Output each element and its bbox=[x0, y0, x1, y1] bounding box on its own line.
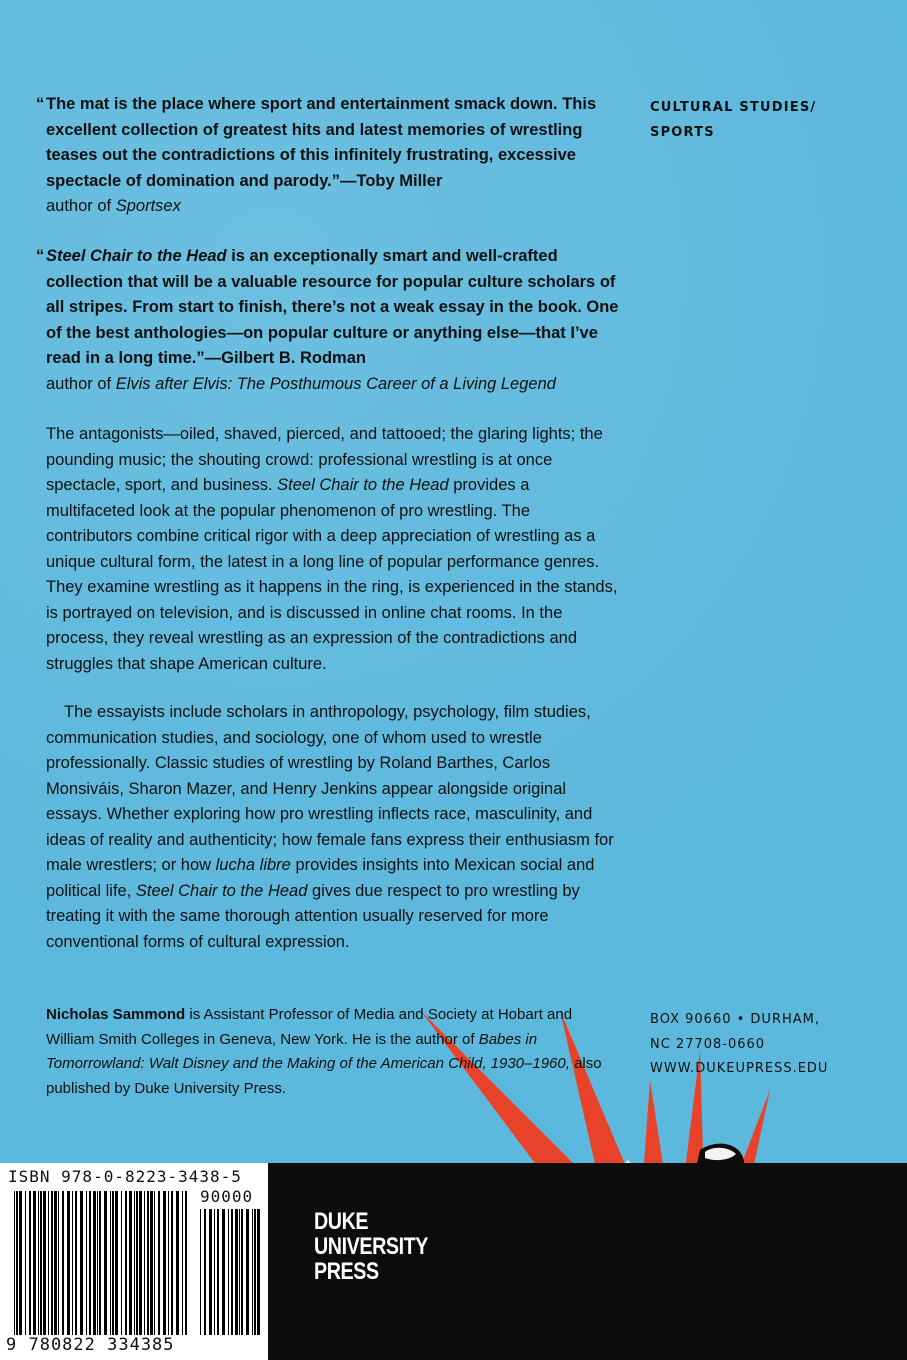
barcode-bar bbox=[19, 1191, 22, 1335]
barcode-bar bbox=[217, 1209, 219, 1335]
barcode-bar bbox=[136, 1191, 138, 1335]
barcode-bar bbox=[147, 1191, 149, 1335]
barcode-bar bbox=[154, 1191, 155, 1335]
category-label bbox=[650, 95, 880, 145]
barcode-bar bbox=[62, 1191, 64, 1335]
barcode-bar bbox=[97, 1191, 98, 1335]
barcode-bar bbox=[29, 1191, 31, 1335]
isbn-label: ISBN 978-0-8223-3438-5 bbox=[8, 1167, 242, 1186]
open-quote-mark: “ bbox=[36, 95, 45, 113]
barcode-bar bbox=[252, 1209, 253, 1335]
quote-credit bbox=[36, 372, 636, 398]
quote-book-title: Steel Chair to the Head bbox=[46, 247, 227, 265]
barcode-bar bbox=[222, 1209, 225, 1335]
editor-name: Nicholas Sammond bbox=[46, 1006, 186, 1023]
description-paragraph-1 bbox=[46, 422, 618, 677]
publisher-address bbox=[650, 1008, 890, 1082]
ean-number: 9 780822 334385 bbox=[6, 1335, 175, 1355]
quote-text bbox=[36, 244, 636, 372]
barcode-bar bbox=[139, 1191, 142, 1335]
credit-prefix: author of bbox=[46, 197, 116, 215]
address-line-2: NC 27708-0660 bbox=[650, 1036, 766, 1052]
barcode-bar bbox=[228, 1209, 229, 1335]
editor-bio bbox=[46, 1003, 606, 1101]
barcode-bar bbox=[239, 1209, 240, 1335]
publisher-logo bbox=[314, 1209, 428, 1284]
category-line-1: CULTURAL STUDIES/ bbox=[650, 100, 817, 115]
barcode-bar bbox=[43, 1191, 46, 1335]
barcode-bar bbox=[134, 1191, 135, 1335]
barcode-bar bbox=[125, 1191, 127, 1335]
publisher-line-3: PRESS bbox=[314, 1258, 379, 1285]
barcode-bar bbox=[204, 1209, 206, 1335]
description-paragraph-2 bbox=[46, 700, 618, 955]
blurb-quote-2 bbox=[36, 244, 636, 397]
description-text: gives due respect to pro wrestling by treating it with the same thorough attention usually reserved for more conventional forms of cultural expression. bbox=[46, 881, 580, 951]
address-website: WWW.DUKEUPRESS.EDU bbox=[650, 1061, 829, 1076]
open-quote-mark: “ bbox=[36, 247, 45, 265]
quote-credit bbox=[36, 194, 626, 220]
barcode-bar bbox=[257, 1209, 260, 1335]
quote-author: Toby Miller bbox=[356, 171, 443, 190]
barcode-bar bbox=[112, 1191, 114, 1335]
barcode-bar bbox=[86, 1191, 87, 1335]
barcode-bar bbox=[16, 1191, 18, 1335]
address-line-1: BOX 90660 • DURHAM, bbox=[650, 1012, 820, 1027]
barcode-bar bbox=[246, 1209, 249, 1335]
barcode-bar bbox=[110, 1191, 111, 1335]
barcode-bar bbox=[93, 1191, 96, 1335]
barcode-bar bbox=[14, 1191, 15, 1335]
barcode-bar bbox=[150, 1191, 153, 1335]
description-text: provides insights into Mexican social and political life, bbox=[46, 856, 595, 900]
barcode-bar bbox=[89, 1191, 91, 1335]
price-code: 90000 bbox=[200, 1187, 254, 1206]
barcode-bar bbox=[182, 1191, 183, 1335]
barcode-bar bbox=[80, 1191, 83, 1335]
barcode-bar bbox=[235, 1209, 238, 1335]
barcode-bar bbox=[168, 1191, 169, 1335]
barcode-bar bbox=[72, 1191, 73, 1335]
barcode-bar bbox=[25, 1191, 26, 1335]
credit-title: Elvis after Elvis: The Posthumous Career of a Living Legend bbox=[115, 374, 556, 393]
description-text: provides a multifaceted look at the popular phenomenon of pro wrestling. The contributors combine critical rigor with a deep appreciation of wrestling as a unique cultural form, the latest in a long line of popular performance genres. They examine wrestling as it happens in the ring, is experienced in the stands, is portrayed on television, and is discussed in online chat rooms. In the process, they reveal wrestling as an expression of the contradictions and struggles that shape American culture. bbox=[46, 476, 618, 673]
barcode-bar bbox=[158, 1191, 160, 1335]
description-text: The antagonists—oiled, shaved, pierced, and tattooed; the glaring lights; the pounding music; the shouting crowd: professional wrestling is at once spectacle, sport, and business. bbox=[46, 425, 603, 494]
barcode-bar bbox=[40, 1191, 42, 1335]
barcode-bar bbox=[38, 1191, 39, 1335]
book-title: Steel Chair to the Head bbox=[277, 476, 449, 494]
barcode-bar bbox=[58, 1191, 59, 1335]
barcode-bar bbox=[163, 1191, 166, 1335]
category-line-2: SPORTS bbox=[650, 125, 715, 140]
blurb-quote-1 bbox=[36, 92, 626, 220]
barcode-bar bbox=[104, 1191, 107, 1335]
barcode-bar bbox=[214, 1209, 215, 1335]
barcode-bar bbox=[75, 1191, 77, 1335]
bio-book-title: Babes in Tomorrowland: Walt Disney and the Making of the American Child, 1930–1960, bbox=[46, 1030, 570, 1072]
barcode-bar bbox=[176, 1191, 179, 1335]
description-text: The essayists include scholars in anthropology, psychology, film studies, communication studies, and sociology, one of whom used to wrestle professionally. Classic studies of wrestling by Roland Barthes, Carlos Monsiváis, Sharon Mazer, and Henry Jenkins appear alongside original essays. Whether exploring how pro wrestling inflects race, masculinity, and ideas of reality and authenticity; how female fans express their enthusiasm for male wrestlers; or how bbox=[46, 703, 614, 874]
barcode-bar bbox=[144, 1191, 145, 1335]
barcode-bar bbox=[99, 1191, 101, 1335]
barcode-bar bbox=[241, 1209, 243, 1335]
barcode-bar bbox=[254, 1209, 256, 1335]
barcode-bar bbox=[231, 1209, 233, 1335]
quote-body: is an exceptionally smart and well-crafted collection that will be a valuable resource for popular culture scholars of all stripes. From start to finish, there’s not a weak essay in the book. One of the best anthologies—on popular culture or anything else—that I’ve read in a long time.”— bbox=[46, 247, 619, 367]
bio-text: is Assistant Professor of Media and Society at Hobart and William Smith Colleges in Geneva, New York. He is the author of bbox=[46, 1006, 573, 1048]
barcode-bar bbox=[185, 1191, 187, 1335]
barcode-bar bbox=[48, 1191, 49, 1335]
book-title: Steel Chair to the Head bbox=[135, 881, 308, 900]
barcode-bar bbox=[200, 1209, 201, 1335]
barcode-bar bbox=[171, 1191, 173, 1335]
barcode-bar bbox=[129, 1191, 132, 1335]
barcode-panel bbox=[0, 1163, 268, 1360]
quote-author: Gilbert B. Rodman bbox=[221, 349, 366, 367]
barcode-bar bbox=[121, 1191, 122, 1335]
barcode-bar bbox=[209, 1209, 212, 1335]
credit-prefix: author of bbox=[46, 374, 116, 393]
credit-title: Sportsex bbox=[115, 197, 181, 215]
italic-term: lucha libre bbox=[215, 856, 291, 874]
publisher-line-2: UNIVERSITY bbox=[314, 1233, 429, 1260]
barcode-bar bbox=[33, 1191, 36, 1335]
barcode-icon bbox=[0, 1163, 268, 1360]
quote-text bbox=[36, 92, 626, 194]
barcode-bar bbox=[51, 1191, 53, 1335]
barcode-bar bbox=[115, 1191, 118, 1335]
quote-body: The mat is the place where sport and entertainment smack down. This excellent collection of greatest hits and latest memories of wrestling teases out the contradictions of this infinitely frustrating, excessive spectacle of domination and parody.”— bbox=[46, 95, 597, 190]
bio-text: also published by Duke University Press. bbox=[46, 1055, 602, 1097]
barcode-bar bbox=[67, 1191, 70, 1335]
barcode-bar bbox=[54, 1191, 57, 1335]
publisher-line-1: DUKE bbox=[314, 1208, 369, 1235]
